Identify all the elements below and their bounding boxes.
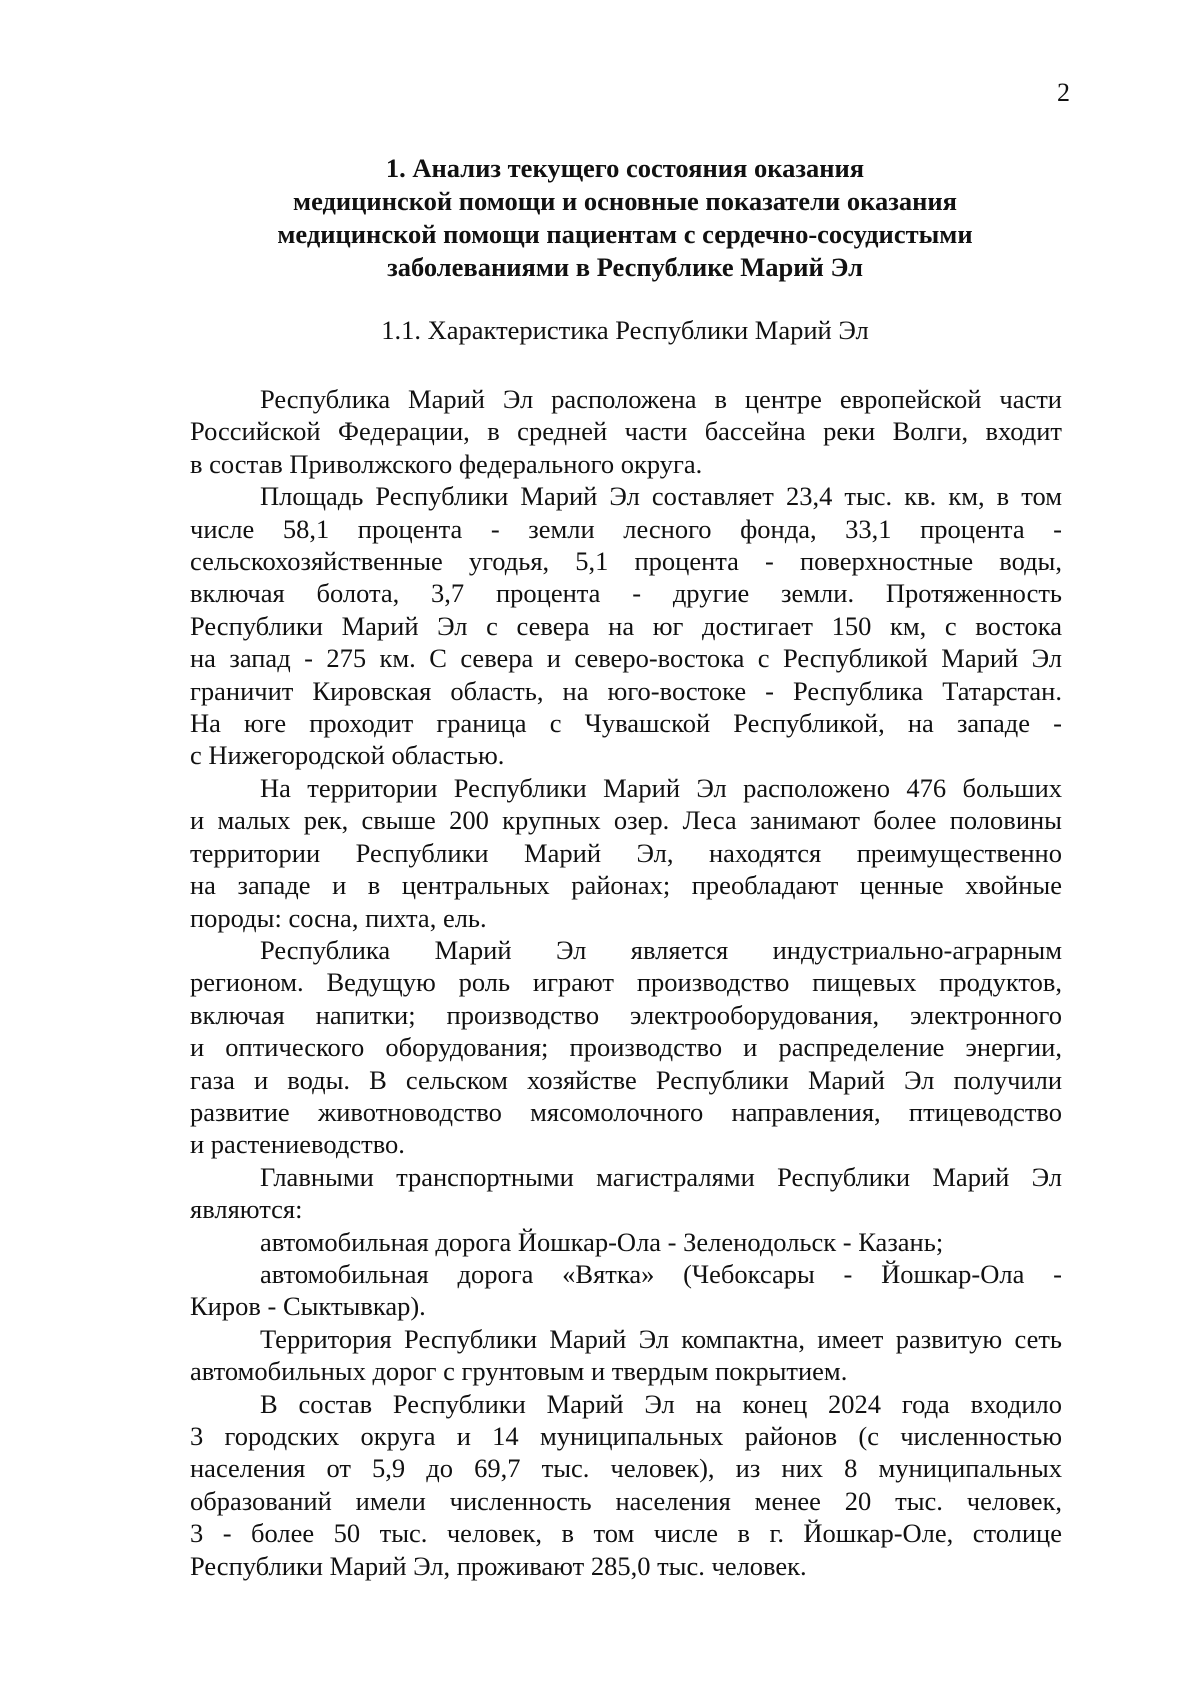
paragraph [190,1161,1062,1226]
text-line: Республики Марий Эл, проживают 285,0 тыс. человек. [190,1550,807,1581]
paragraph [190,383,1062,480]
text-line: образований имели численность населения менее 20 тыс. человек, [190,1485,1062,1516]
page-number: 2 [1057,78,1070,107]
body-text [190,383,1062,1582]
text-line: газа и воды. В сельском хозяйстве Республики Марий Эл получили [190,1064,1062,1095]
text-line: с Нижегородской областью. [190,740,505,771]
text-line: являются: [190,1194,303,1225]
text-line: включая напитки; производство электрооборудования, электронного [190,999,1062,1030]
heading-line: медицинской помощи и основные показатели оказания [293,186,957,216]
text-line: автомобильная дорога «Вятка» (Чебоксары - Йошкар-Ола - [260,1258,1062,1289]
heading-line: медицинской помощи пациентам с сердечно-сосудистыми [277,219,973,249]
text-line: Киров - Сыктывкар). [190,1291,426,1322]
text-line: в состав Приволжского федерального округа. [190,448,703,479]
text-line: породы: сосна, пихта, ель. [190,902,487,933]
text-line: на западе и в центральных районах; преобладают ценные хвойные [190,870,1062,901]
paragraph [190,934,1062,1161]
text-line: 3 - более 50 тыс. человек, в том числе в г. Йошкар-Оле, столице [190,1518,1062,1549]
paragraph [190,1323,1062,1388]
text-line: числе 58,1 процента - земли лесного фонда, 33,1 процента - [190,513,1062,544]
text-line: на запад - 275 км. С севера и северо-востока с Республикой Марий Эл [190,643,1062,674]
text-line: Республика Марий Эл является индустриально-аграрным [260,934,1062,965]
text-line: Республика Марий Эл расположена в центре европейской части [260,384,1062,414]
heading-line: 1. Анализ текущего состояния оказания [385,153,865,183]
text-line: развитие животноводство мясомолочного направления, птицеводство [190,1096,1062,1127]
text-line: граничит Кировская область, на юго-востоке - Республика Татарстан. [190,675,1062,706]
text-line: На территории Республики Марий Эл расположено 476 больших [260,772,1062,803]
text-line: Республики Марий Эл с севера на юг достигает 150 км, с востока [190,610,1062,641]
text-line: Главными транспортными магистралями Республики Марий Эл [260,1161,1062,1192]
subsection-heading: 1.1. Характеристика Республики Марий Эл [381,315,869,345]
paragraph [190,1388,1062,1582]
paragraph [190,480,1062,772]
text-line: 3 городских округа и 14 муниципальных районов (с численностью [190,1421,1062,1451]
text-line: и растениеводство. [190,1129,405,1160]
text-line: Площадь Республики Марий Эл составляет 23,4 тыс. кв. км, в том [260,481,1062,512]
text-line: и малых рек, свыше 200 крупных озер. Леса занимают более половины [190,805,1062,836]
text-line: регионом. Ведущую роль играют производство пищевых продуктов, [190,967,1062,998]
text-line: автомобильных дорог с грунтовым и твердым покрытием. [190,1356,848,1387]
text-line: В состав Республики Марий Эл на конец 2024 года входило [260,1388,1062,1419]
text-line: территории Республики Марий Эл, находятся преимущественно [190,837,1062,868]
section-heading [190,152,1060,284]
text-line: Российской Федерации, в средней части бассейна реки Волги, входит [190,416,1062,447]
paragraph [190,772,1062,934]
text-line: включая болота, 3,7 процента - другие земли. Протяженность [190,578,1062,609]
text-line: Территория Республики Марий Эл компактна, имеет развитую сеть [260,1323,1062,1354]
paragraph [190,1226,1062,1258]
text-line: и оптического оборудования; производство и распределение энергии, [190,1032,1062,1063]
text-line: населения от 5,9 до 69,7 тыс. человек), из них 8 муниципальных [190,1453,1062,1484]
text-line: сельскохозяйственные угодья, 5,1 процента - поверхностные воды, [190,546,1062,577]
paragraph [190,1258,1062,1323]
heading-line: заболеваниями в Республике Марий Эл [387,252,863,282]
text-line: На юге проходит граница с Чувашской Республикой, на западе - [190,708,1062,739]
text-line: автомобильная дорога Йошкар-Ола - Зеленодольск - Казань; [260,1226,944,1257]
